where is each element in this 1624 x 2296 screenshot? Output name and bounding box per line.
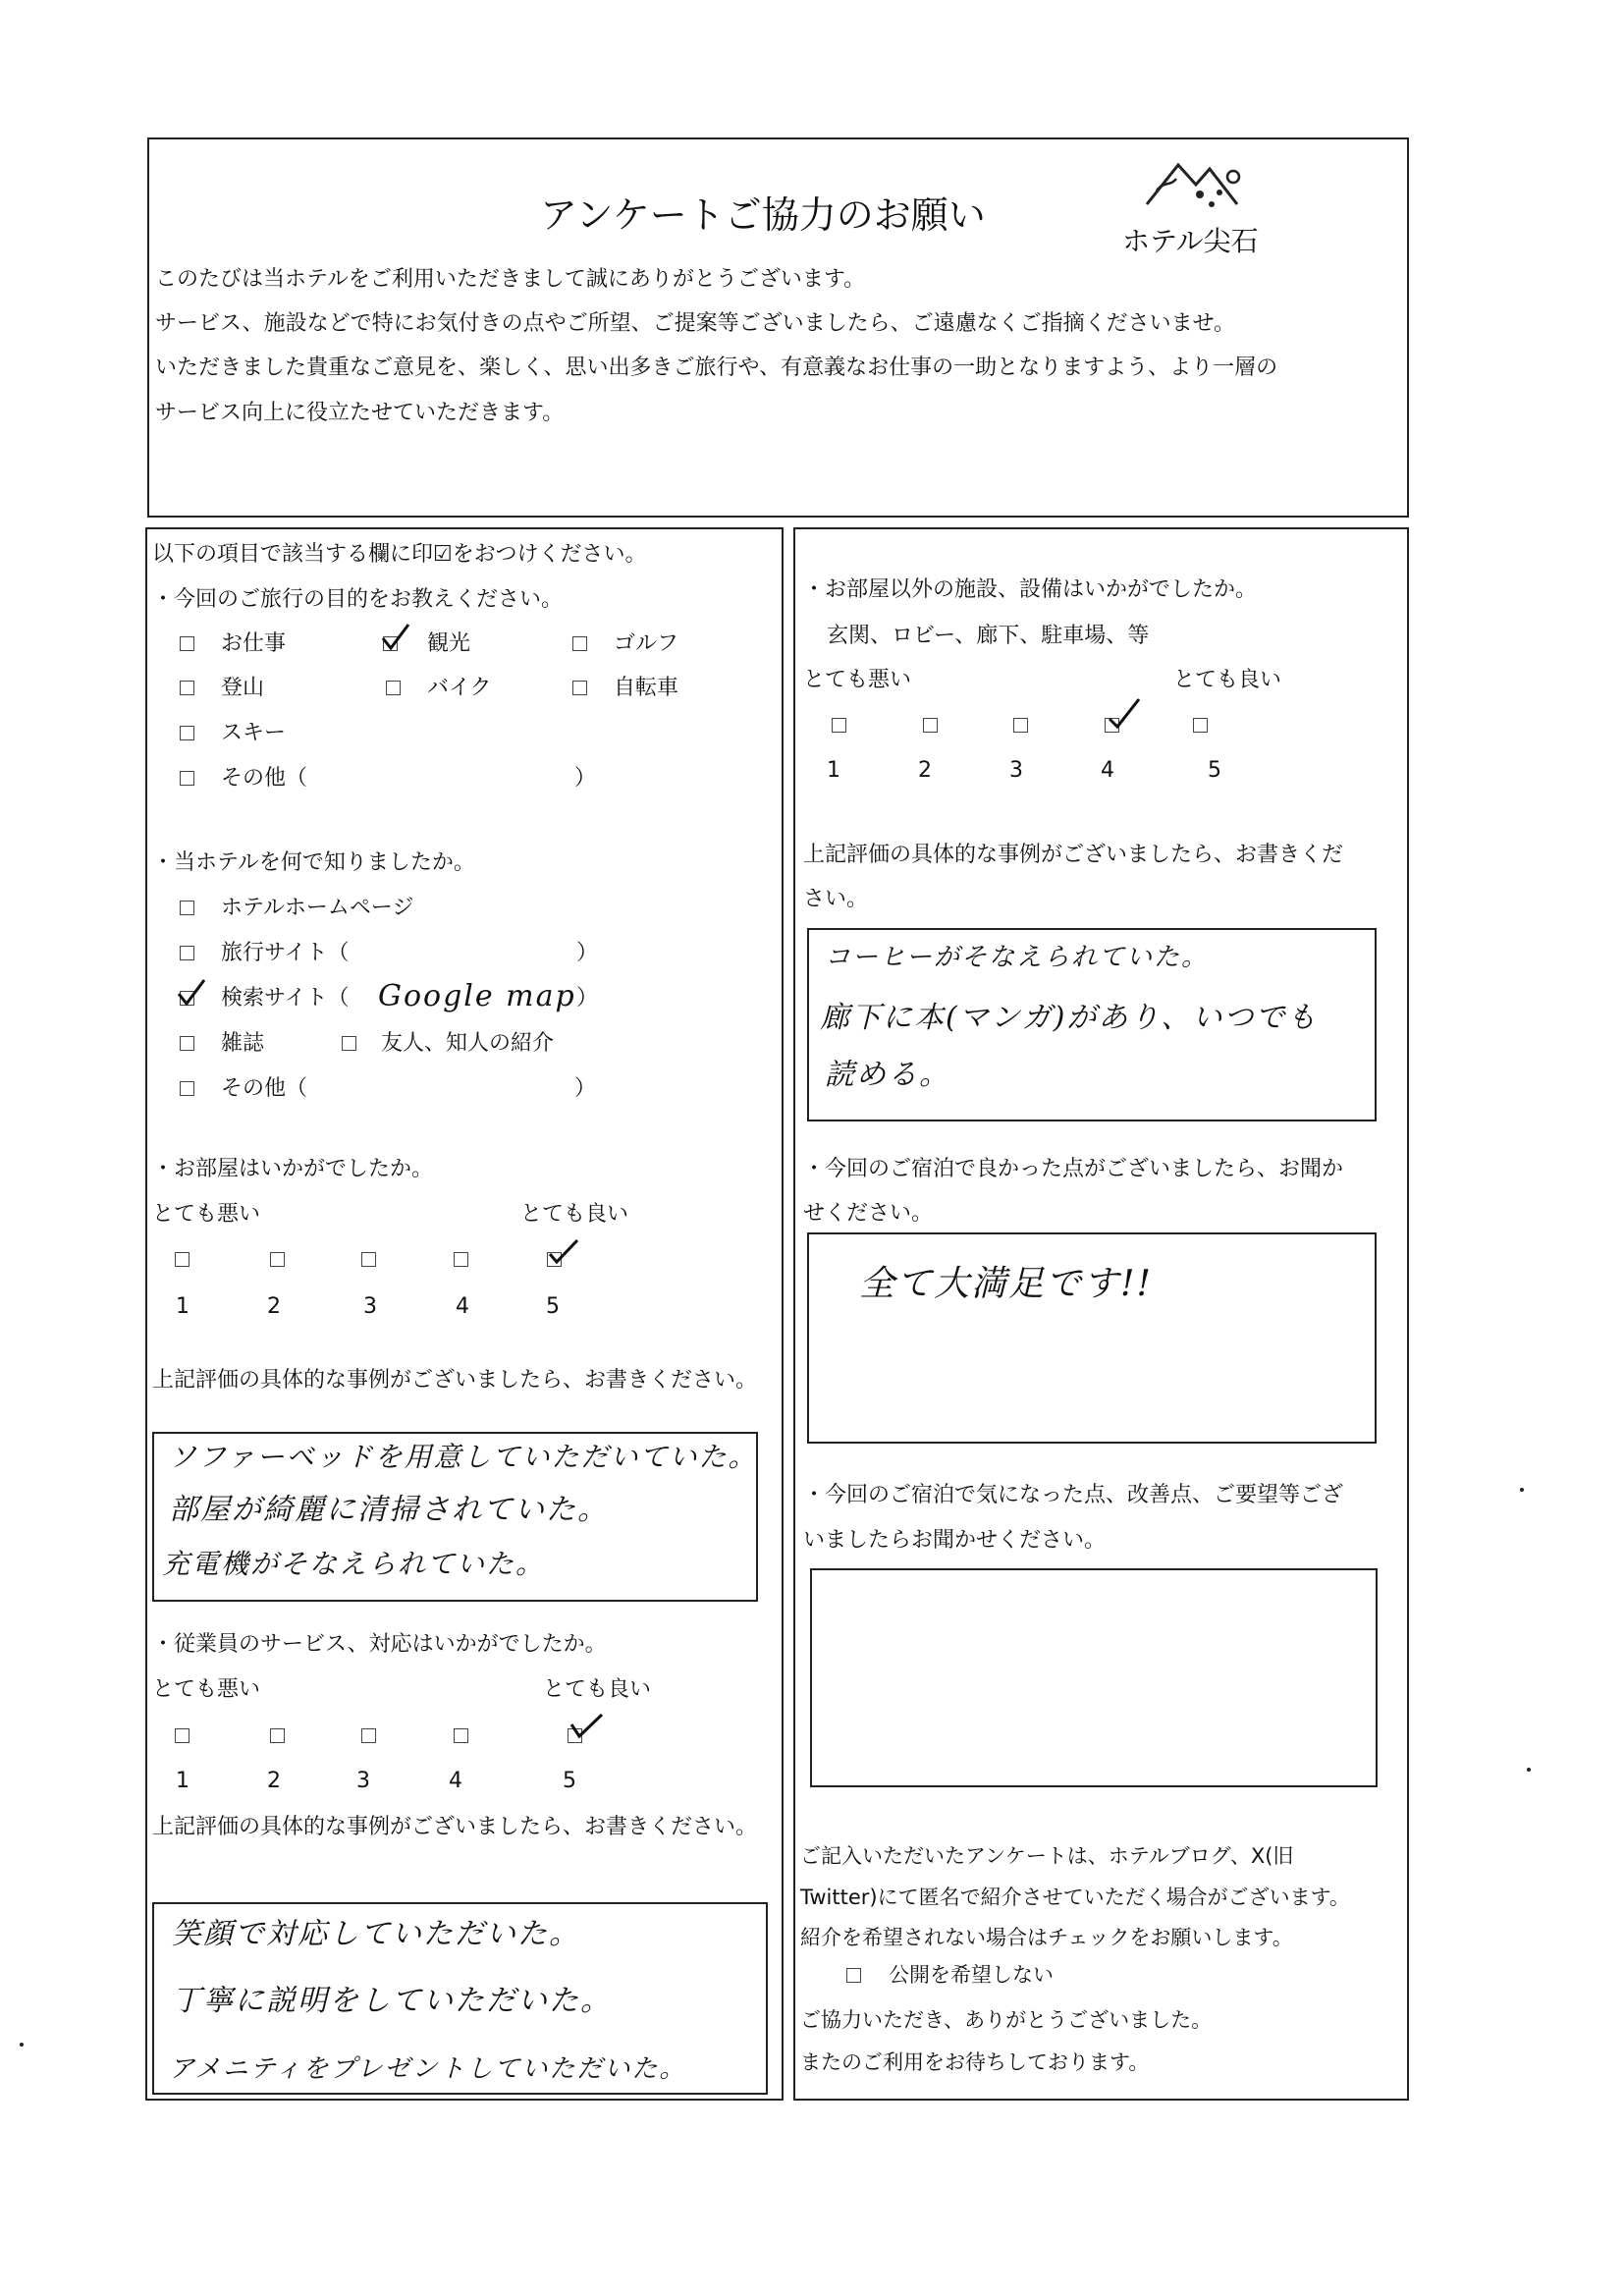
footer-line-3: 紹介を希望されない場合はチェックをお願いします。 bbox=[800, 1926, 1293, 1949]
thanks-line-2: またのご利用をお待ちしております。 bbox=[800, 2050, 1150, 2074]
facility-comment-line-3: 読める。 bbox=[825, 1058, 950, 1092]
search-site-answer: Google map bbox=[378, 979, 576, 1013]
check-mark-icon bbox=[569, 1707, 603, 1740]
staff-comment-line-2: 丁寧に説明をしていただいた。 bbox=[172, 1984, 612, 2018]
facility-scale-1: 1 bbox=[827, 758, 840, 783]
staff-comment-prompt: 上記評価の具体的な事例がございましたら、お書きください。 bbox=[152, 1815, 758, 1839]
checkbox-travel-site[interactable] bbox=[180, 946, 194, 960]
option-bicycle: 自転車 bbox=[614, 676, 679, 700]
optout-checkbox[interactable] bbox=[846, 1968, 861, 1983]
staff-scale-3: 3 bbox=[356, 1769, 370, 1793]
facility-scale-4: 4 bbox=[1101, 758, 1114, 783]
checkbox-ski[interactable] bbox=[180, 726, 194, 740]
scan-speck bbox=[20, 2043, 24, 2047]
checkbox-golf[interactable] bbox=[572, 636, 587, 651]
facility-comment-prompt-1: 上記評価の具体的な事例がございましたら、お書きくだ bbox=[803, 843, 1344, 867]
staff-rating-1-checkbox[interactable] bbox=[175, 1728, 189, 1743]
facility-examples: 玄関、ロビー、廊下、駐車場、等 bbox=[827, 624, 1150, 648]
option-travel-site-close: ） bbox=[576, 941, 599, 965]
staff-low-label: とても悪い bbox=[152, 1677, 261, 1702]
room-scale-5: 5 bbox=[546, 1294, 560, 1319]
check-mark-icon bbox=[546, 1234, 579, 1268]
checkbox-source-other[interactable] bbox=[180, 1081, 194, 1096]
facility-rating-2-checkbox[interactable] bbox=[923, 718, 938, 733]
page-title: アンケートご協力のお願い bbox=[540, 193, 986, 237]
checkbox-bike[interactable] bbox=[386, 681, 401, 695]
checkbox-work[interactable] bbox=[180, 636, 194, 651]
facility-comment-line-2: 廊下に本(マンガ)があり、いつでも bbox=[820, 1001, 1319, 1035]
room-comment-prompt: 上記評価の具体的な事例がございましたら、お書きください。 bbox=[152, 1368, 758, 1393]
facility-comment-prompt-2: さい。 bbox=[803, 887, 869, 911]
footer-line-1: ご記入いただいたアンケートは、ホテルブログ、X(旧 bbox=[800, 1844, 1294, 1868]
checkbox-climbing[interactable] bbox=[180, 681, 194, 695]
staff-scale-2: 2 bbox=[267, 1769, 281, 1793]
option-purpose-other-close: ） bbox=[574, 766, 597, 791]
staff-scale-1: 1 bbox=[176, 1769, 189, 1793]
room-scale-1: 1 bbox=[176, 1294, 189, 1319]
checkbox-magazine[interactable] bbox=[180, 1036, 194, 1051]
facility-rating-1-checkbox[interactable] bbox=[832, 718, 846, 733]
scan-speck bbox=[1527, 1768, 1531, 1772]
check-mark-icon bbox=[175, 976, 208, 1010]
option-travel-site: 旅行サイト（ bbox=[221, 941, 350, 965]
staff-comment-line-3: アメニティをプレゼントしていただいた。 bbox=[169, 2054, 687, 2084]
room-comment-line-1: ソファーベッドを用意していただいていた。 bbox=[169, 1441, 758, 1473]
room-high-label: とても良い bbox=[520, 1202, 629, 1227]
room-low-label: とても悪い bbox=[152, 1202, 261, 1227]
option-golf: ゴルフ bbox=[614, 631, 679, 656]
staff-scale-5: 5 bbox=[563, 1769, 576, 1793]
room-scale-4: 4 bbox=[456, 1294, 469, 1319]
staff-rating-2-checkbox[interactable] bbox=[270, 1728, 285, 1743]
option-sightseeing: 観光 bbox=[427, 631, 471, 656]
room-rating-1-checkbox[interactable] bbox=[175, 1252, 189, 1267]
good-points-answer: 全て大満足です!! bbox=[859, 1264, 1153, 1304]
facility-scale-3: 3 bbox=[1009, 758, 1023, 783]
check-mark-icon bbox=[1108, 697, 1141, 731]
room-comment-line-2: 部屋が綺麗に清掃されていた。 bbox=[169, 1493, 609, 1527]
option-bike: バイク bbox=[427, 676, 492, 700]
option-search-site-close: ） bbox=[576, 986, 599, 1011]
checkbox-friend[interactable] bbox=[342, 1036, 356, 1051]
thanks-line-1: ご協力いただき、ありがとうございました。 bbox=[800, 2008, 1213, 2032]
facility-question: ・お部屋以外の施設、設備はいかがでしたか。 bbox=[803, 577, 1258, 602]
source-question: ・当ホテルを何で知りましたか。 bbox=[152, 850, 475, 875]
checkbox-homepage[interactable] bbox=[180, 901, 194, 915]
staff-rating-3-checkbox[interactable] bbox=[361, 1728, 376, 1743]
optout-label: 公開を希望しない bbox=[889, 1963, 1054, 1987]
option-source-other-close: ） bbox=[574, 1076, 597, 1101]
room-scale-2: 2 bbox=[267, 1294, 281, 1319]
facility-low-label: とても悪い bbox=[803, 668, 912, 692]
intro-line-2: サービス、施設などで特にお気付きの点やご所望、ご提案等ございましたら、ご遠慮なくご指摘くださいませ。 bbox=[155, 311, 1236, 336]
option-source-other: その他（ bbox=[221, 1076, 308, 1101]
staff-question: ・従業員のサービス、対応はいかがでしたか。 bbox=[152, 1632, 607, 1657]
room-question: ・お部屋はいかがでしたか。 bbox=[152, 1157, 434, 1181]
option-search-site: 検索サイト（ bbox=[221, 986, 350, 1011]
footer-line-2: Twitter)にて匿名で紹介させていただく場合がございます。 bbox=[800, 1886, 1350, 1909]
option-ski: スキー bbox=[221, 721, 287, 745]
staff-high-label: とても良い bbox=[543, 1677, 652, 1702]
option-climbing: 登山 bbox=[221, 676, 265, 700]
facility-rating-5-checkbox[interactable] bbox=[1193, 718, 1208, 733]
checkbox-bicycle[interactable] bbox=[572, 681, 587, 695]
staff-comment-line-1: 笑顔で対応していただいた。 bbox=[172, 1917, 580, 1951]
purpose-question: ・今回のご旅行の目的をお教えください。 bbox=[152, 587, 564, 612]
improvements-prompt-2: いましたらお聞かせください。 bbox=[803, 1528, 1107, 1553]
room-comment-line-3: 充電機がそなえられていた。 bbox=[162, 1548, 546, 1580]
mountain-logo-icon bbox=[1139, 147, 1257, 226]
facility-scale-5: 5 bbox=[1208, 758, 1221, 783]
room-scale-3: 3 bbox=[363, 1294, 377, 1319]
good-points-prompt-1: ・今回のご宿泊で良かった点がございましたら、お聞か bbox=[803, 1157, 1344, 1181]
option-homepage: ホテルホームページ bbox=[221, 896, 414, 920]
room-rating-3-checkbox[interactable] bbox=[361, 1252, 376, 1267]
option-magazine: 雑誌 bbox=[221, 1031, 265, 1056]
intro-line-4: サービス向上に役立たせていただきます。 bbox=[155, 401, 565, 425]
facility-rating-3-checkbox[interactable] bbox=[1013, 718, 1028, 733]
logo-text: ホテル尖石 bbox=[1122, 225, 1259, 257]
improvements-box[interactable] bbox=[810, 1568, 1378, 1787]
hotel-logo bbox=[1139, 147, 1257, 226]
instruction-text: 以下の項目で該当する欄に印☑をおつけください。 bbox=[152, 542, 647, 567]
improvements-prompt-1: ・今回のご宿泊で気になった点、改善点、ご要望等ござ bbox=[803, 1483, 1344, 1507]
intro-line-3: いただきました貴重なご意見を、楽しく、思い出多きご旅行や、有意義なお仕事の一助となりますよう、より一層の bbox=[155, 355, 1278, 380]
option-work: お仕事 bbox=[221, 631, 287, 656]
facility-comment-line-1: コーヒーがそなえられていた。 bbox=[825, 943, 1209, 972]
option-friend: 友人、知人の紹介 bbox=[381, 1031, 555, 1056]
room-rating-2-checkbox[interactable] bbox=[270, 1252, 285, 1267]
room-rating-4-checkbox[interactable] bbox=[454, 1252, 468, 1267]
option-purpose-other: その他（ bbox=[221, 766, 308, 791]
scan-speck bbox=[1520, 1488, 1524, 1492]
facility-high-label: とても良い bbox=[1173, 668, 1282, 692]
checkbox-purpose-other[interactable] bbox=[180, 771, 194, 786]
good-points-prompt-2: せください。 bbox=[803, 1201, 934, 1226]
check-mark-icon bbox=[379, 621, 412, 654]
intro-line-1: このたびは当ホテルをご利用いただきまして誠にありがとうございます。 bbox=[155, 267, 866, 292]
staff-rating-4-checkbox[interactable] bbox=[454, 1728, 468, 1743]
staff-scale-4: 4 bbox=[449, 1769, 462, 1793]
facility-scale-2: 2 bbox=[918, 758, 932, 783]
